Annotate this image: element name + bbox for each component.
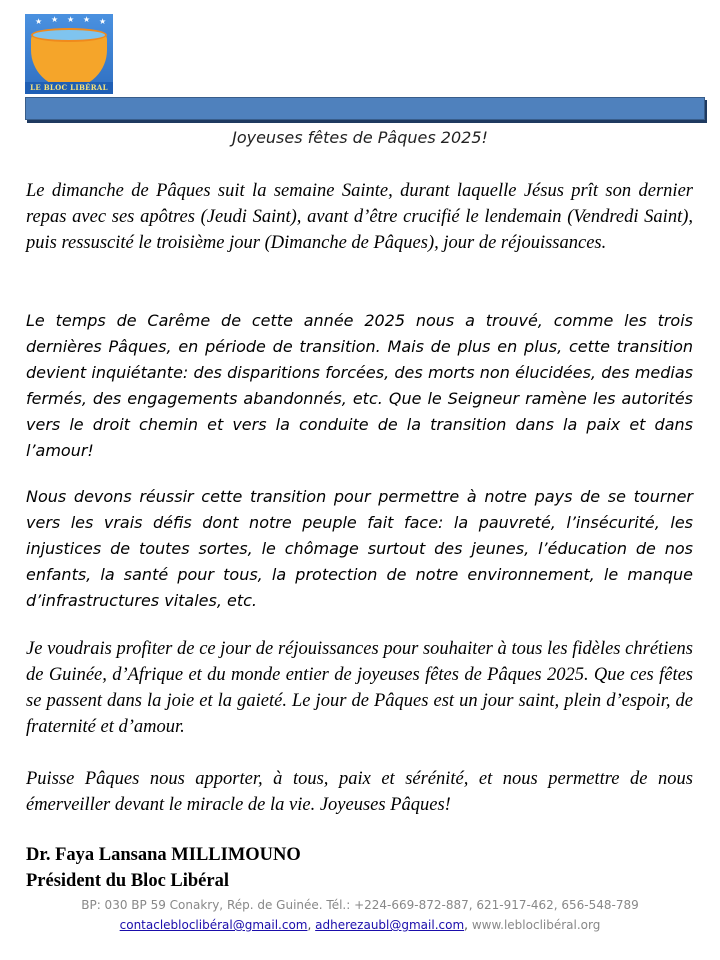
- page-title: Joyeuses fêtes de Pâques 2025!: [232, 128, 488, 147]
- website-link[interactable]: www.lebloclibéral.org: [471, 918, 601, 932]
- bloc-liberal-logo: ★ ★ ★ ★ ★ LE BLOC LIBÉRAL: [25, 14, 113, 94]
- footer-address: BP: 030 BP 59 Conakry, Rép. de Guinée. Tél.: +224-669-872-887, 621-917-462, 656-548-789: [81, 898, 639, 912]
- email-link-contact[interactable]: contaclebloclibéral@gmail.com: [119, 918, 308, 932]
- footer-contacts: [0, 918, 720, 932]
- signature-role: Président du Bloc Libéral: [26, 871, 229, 891]
- email-link-adherez[interactable]: adherezaubl@gmail.com: [315, 918, 465, 932]
- header-bar: [25, 97, 705, 120]
- paragraph-5: Puisse Pâques nous apporter, à tous, paix et sérénité, et nous permettre de nous émerveiller devant le miracle de la vie. Joyeuses Pâques!: [26, 769, 693, 815]
- signature-name: Dr. Faya Lansana MILLIMOUNO: [26, 845, 301, 865]
- paragraph-2: Le temps de Carême de cette année 2025 nous a trouvé, comme les trois dernières Pâques, en période de transition. Mais de plus en plus, cette transition devient inquiétante: des disparitions forcées, des morts non élucidées, des medias fermés, des engagements abandonnés, etc. Que le Seigneur ramène les autorités vers le droit chemin et vers la conduite de la transition dans la paix et dans l’amour!: [26, 311, 693, 460]
- paragraph-4: Je voudrais profiter de ce jour de réjouissances pour souhaiter à tous les fidèles chrétiens de Guinée, d’Afrique et du monde entier de joyeuses fêtes de Pâques 2025. Que ces fêtes se passent dans la joie et la gaieté. Le jour de Pâques est un jour saint, plein d’espoir, de fraternité et d’amour.: [26, 639, 693, 737]
- paragraph-3: Nous devons réussir cette transition pour permettre à notre pays de se tourner vers les vrais défis dont notre peuple fait face: la pauvreté, l’insécurité, les injustices de toutes sortes, le chômage surtout des jeunes, l’éducation de nos enfants, la santé pour tous, la protection de notre environnement, le manque d’infrastructures vitales, etc.: [26, 487, 693, 610]
- paragraph-1: Le dimanche de Pâques suit la semaine Sainte, durant laquelle Jésus prît son dernier repas avec ses apôtres (Jeudi Saint), avant d’être crucifié le lendemain (Vendredi Saint), puis ressuscité le troisième jour (Dimanche de Pâques), jour de réjouissances.: [26, 181, 693, 253]
- footer-separator: ,: [464, 918, 468, 932]
- logo-banner: LE BLOC LIBÉRAL: [25, 82, 113, 94]
- footer-separator: ,: [307, 918, 312, 932]
